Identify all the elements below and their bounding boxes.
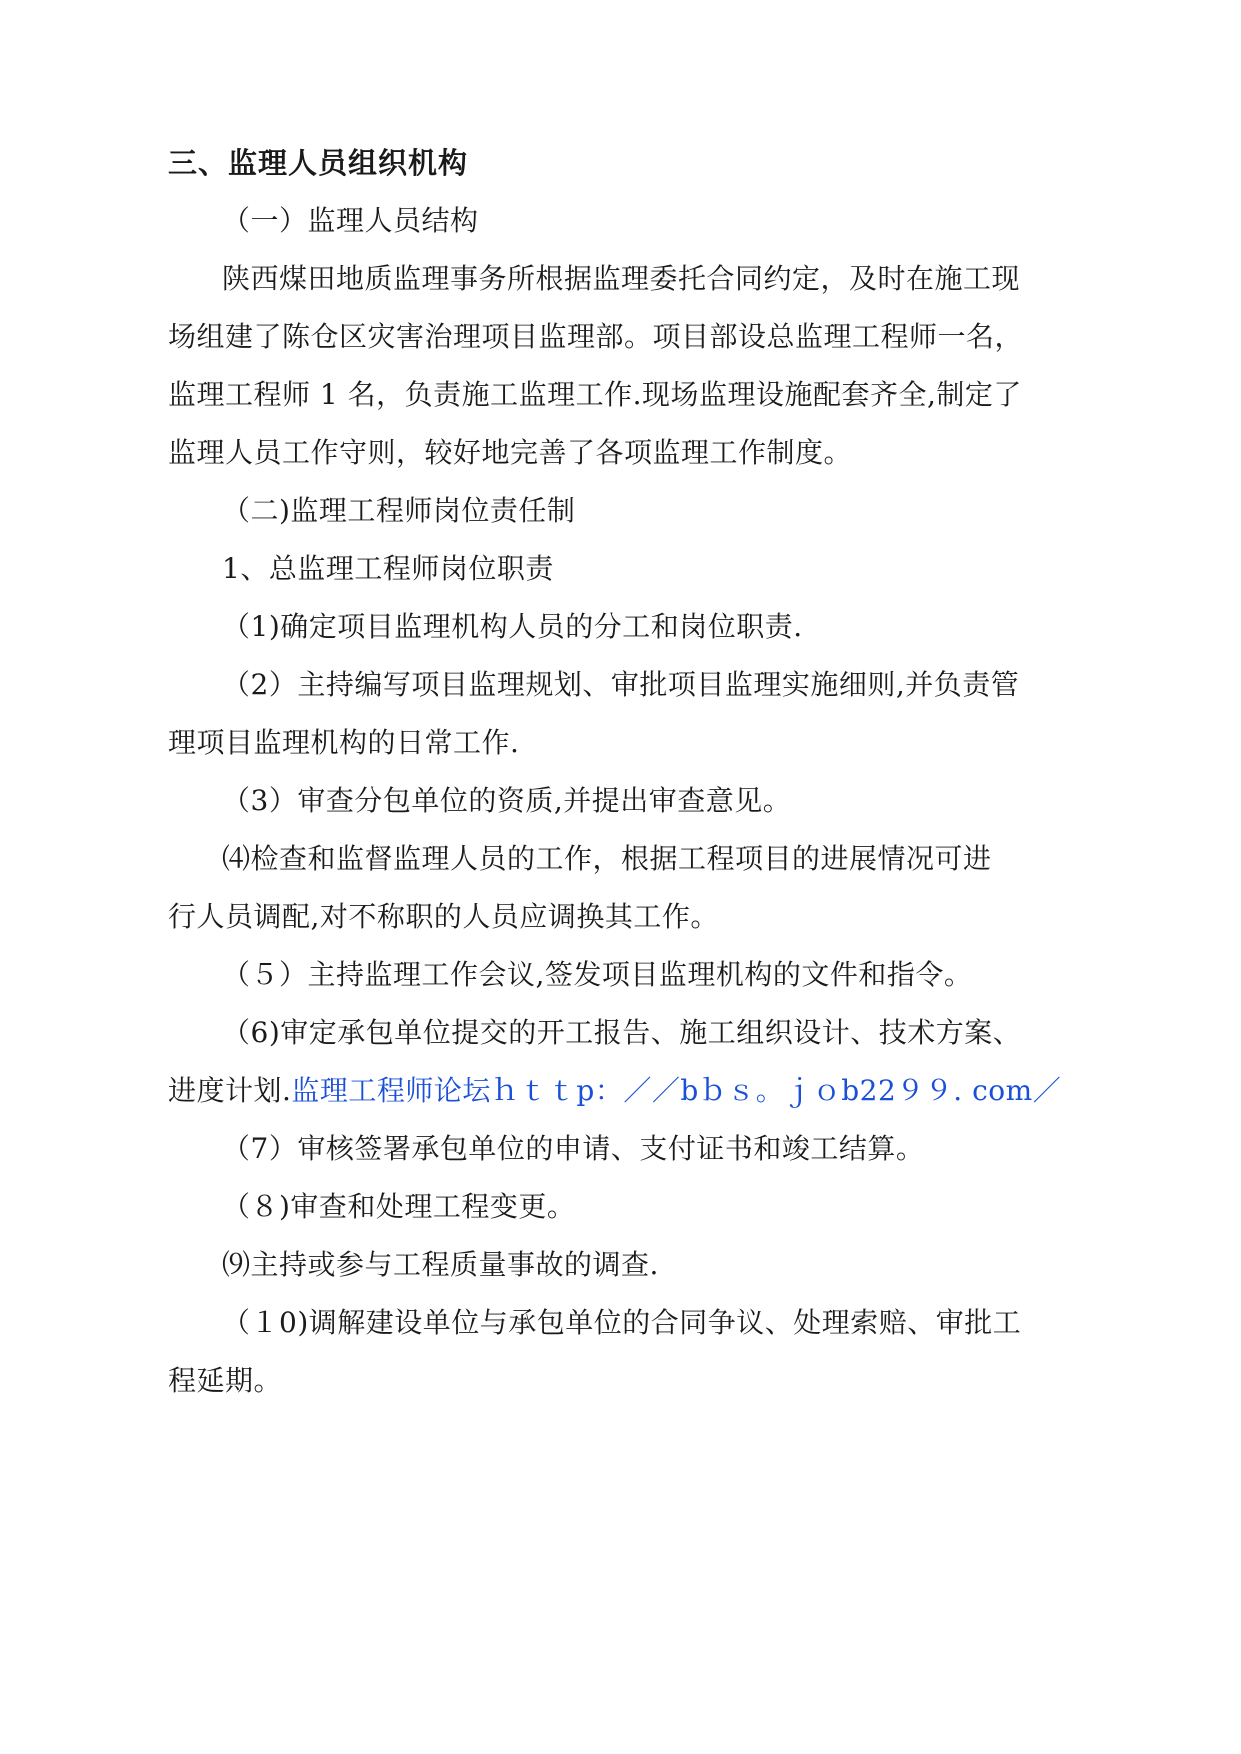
paragraph-line: 监理工程师 1 名，负责施工监理工作.现场监理设施配套齐全,制定了 <box>168 378 1022 411</box>
list-item: （５）主持监理工作会议,签发项目监理机构的文件和指令。 <box>222 958 973 991</box>
list-item-continuation: 理项目监理机构的日常工作. <box>168 726 520 759</box>
paragraph-line: 监理人员工作守则，较好地完善了各项监理工作制度。 <box>168 436 853 469</box>
paragraph-line: 场组建了陈仓区灾害治理项目监理部。项目部设总监理工程师一名， <box>168 320 1024 353</box>
list-item: （1)确定项目监理机构人员的分工和岗位职责. <box>222 610 803 643</box>
list-item: （１0)调解建设单位与承包单位的合同争议、处理索赔、审批工 <box>222 1306 1022 1339</box>
list-item-continuation: 行人员调配,对不称职的人员应调换其工作。 <box>168 900 719 933</box>
section-title: 三、监理人员组织机构 <box>168 146 469 180</box>
list-item: （3）审查分包单位的资质,并提出审查意见。 <box>222 784 792 817</box>
forum-link[interactable]: 监理工程师论坛ｈｔｔp：／／bｂｓ。ｊｏb22９９. com／ <box>291 1074 1062 1107</box>
duty-subheading: 1、总监理工程师岗位职责 <box>222 552 554 585</box>
list-item: （2）主持编写项目监理规划、审批项目监理实施细则,并负责管 <box>222 668 1020 701</box>
list-item: ⑷检查和监督监理人员的工作，根据工程项目的进展情况可进 <box>222 842 992 875</box>
subsection-heading-2: （二)监理工程师岗位责任制 <box>222 494 576 527</box>
list-item: （6)审定承包单位提交的开工报告、施工组织设计、技术方案、 <box>222 1016 1022 1049</box>
list-item: （7）审核签署承包单位的申请、支付证书和竣工结算。 <box>222 1132 925 1165</box>
list-item-continuation: 程延期。 <box>168 1364 283 1397</box>
list-item: ⑼主持或参与工程质量事故的调查. <box>222 1248 659 1281</box>
list-item-continuation <box>168 1071 1061 1111</box>
item6-continuation-text: 进度计划. <box>168 1074 292 1107</box>
subsection-heading-1: （一）监理人员结构 <box>222 204 479 237</box>
list-item: （８)审查和处理工程变更。 <box>222 1190 576 1223</box>
paragraph-line: 陕西煤田地质监理事务所根据监理委托合同约定，及时在施工现 <box>222 262 1021 295</box>
